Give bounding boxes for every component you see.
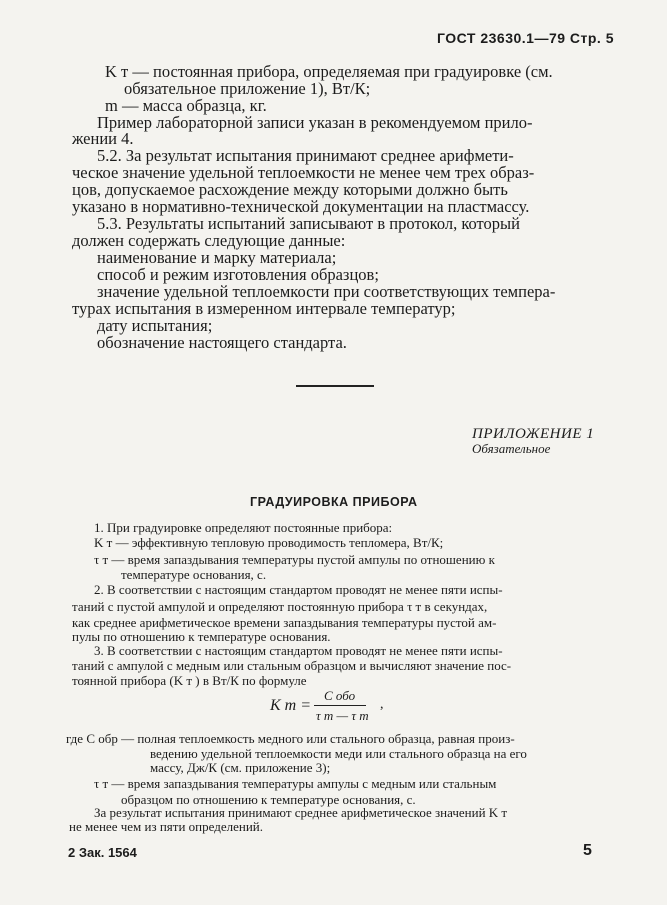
item-1-line-2: K т — эффективную тепловую проводимость тепломера, Вт/К; <box>94 535 444 550</box>
example-line-2: жении 4. <box>72 129 134 148</box>
m-definition: m — масса образца, кг. <box>105 96 267 115</box>
final-line-1: За результат испытания принимают среднее арифметическое значений K т <box>94 805 508 820</box>
where-line-4: τ т — время запаздывания температуры ампулы с медным или стальным <box>94 776 497 791</box>
protocol-item-3-line-1: значение удельной теплоемкости при соответствующих темпера- <box>97 282 556 301</box>
protocol-item-5: обозначение настоящего стандарта. <box>97 333 347 352</box>
where-line-1: где C обр — полная теплоемкость медного или стального образца, равная произ- <box>66 731 515 746</box>
clause-5-2-line-3: цов, допускаемое расхождение между которыми должно быть <box>72 180 508 199</box>
where-line-2: ведению удельной теплоемкости меди или стального образца на его <box>150 746 527 761</box>
fraction-bar <box>314 705 366 706</box>
section-title: ГРАДУИРОВКА ПРИБОРА <box>250 495 418 509</box>
example-line-1: Пример лабораторной записи указан в рекомендуемом прило- <box>97 113 533 132</box>
item-3-line-2: таний с ампулой с медным или стальным образцом и вычисляют значение пос- <box>72 658 512 673</box>
item-2-line-2: таний с пустой ампулой и определяют постоянную прибора τ т в секундах, <box>72 599 488 614</box>
formula-end: , <box>380 697 384 712</box>
item-2-line-4: пулы по отношению к температуре основания. <box>72 629 331 644</box>
item-1-line-3: τ т — время запаздывания температуры пустой ампулы по отношению к <box>94 552 495 567</box>
item-3-line-1: 3. В соответствии с настоящим стандартом проводят не менее пяти испы- <box>94 643 503 658</box>
appendix-title: ПРИЛОЖЕНИЕ 1 <box>472 426 595 442</box>
formula-lhs: K т = <box>270 697 312 714</box>
kt-definition-line-2: обязательное приложение 1), Вт/К; <box>124 79 371 98</box>
clause-5-3-line-2: должен содержать следующие данные: <box>72 231 346 250</box>
item-3-line-3: тоянной прибора (K т ) в Вт/К по формуле <box>72 673 307 688</box>
item-2-line-1: 2. В соответствии с настоящим стандартом проводят не менее пяти испы- <box>94 582 503 597</box>
clause-5-2-line-2: ческое значение удельной теплоемкости не менее чем трех образ- <box>72 163 535 182</box>
protocol-item-4: дату испытания; <box>97 316 213 335</box>
appendix-subtitle: Обязательное <box>472 441 551 456</box>
item-2-line-3: как среднее арифметическое времени запаздывания температуры пустой ам- <box>72 615 497 630</box>
item-1-line-1: 1. При градуировке определяют постоянные прибора: <box>94 520 393 535</box>
protocol-item-2: способ и режим изготовления образцов; <box>97 265 379 284</box>
page-number: 5 <box>583 842 592 859</box>
where-line-5: образцом по отношению к температуре основания, с. <box>121 792 416 807</box>
clause-5-2-line-4: указано в нормативно-технической документации на пластмассу. <box>72 197 530 216</box>
protocol-item-1: наименование и марку материала; <box>97 248 337 267</box>
footer-left: 2 Зак. 1564 <box>68 845 137 860</box>
final-line-2: не менее чем из пяти определений. <box>69 819 263 834</box>
formula-denominator: τ т — τ т <box>316 708 369 723</box>
where-line-3: массу, Дж/К (см. приложение 3); <box>150 760 331 775</box>
clause-5-3-line-1: 5.3. Результаты испытаний записывают в протокол, который <box>97 214 520 233</box>
section-divider <box>296 385 374 387</box>
protocol-item-3-line-2: турах испытания в измеренном интервале температур; <box>72 299 456 318</box>
page-header: ГОСТ 23630.1—79 Стр. 5 <box>437 30 614 46</box>
formula-numerator: C обо <box>324 688 356 703</box>
item-1-line-4: температуре основания, с. <box>121 567 267 582</box>
clause-5-2-line-1: 5.2. За результат испытания принимают среднее арифмети- <box>97 146 514 165</box>
kt-definition-line-1: K т — постоянная прибора, определяемая при градуировке (см. <box>105 62 553 81</box>
